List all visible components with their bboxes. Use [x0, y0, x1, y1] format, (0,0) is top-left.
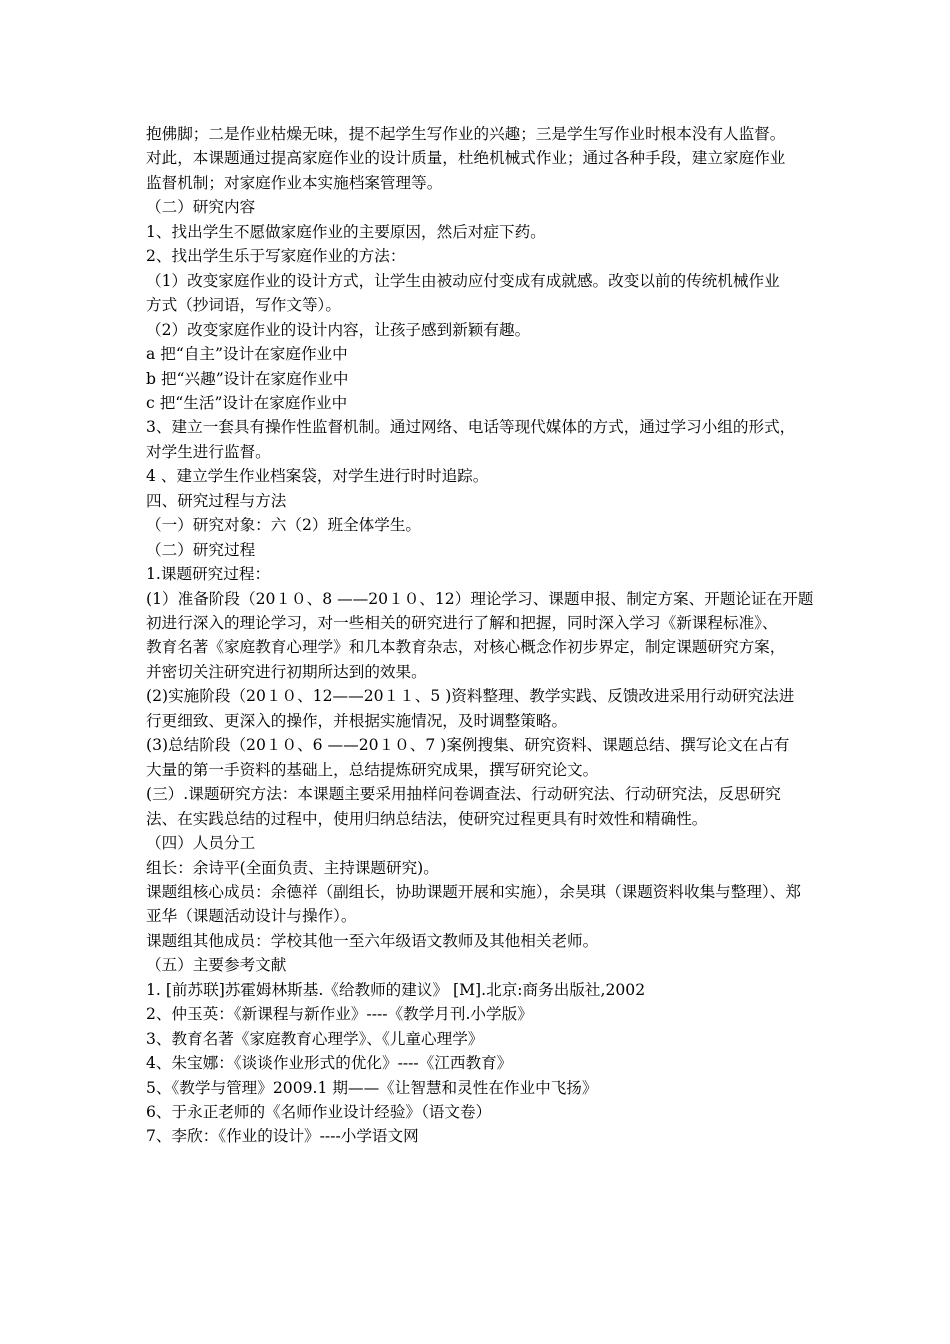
- text-line: （五）主要参考文献: [146, 956, 287, 975]
- text-line: 监督机制；对家庭作业本实施档案管理等。: [146, 173, 443, 192]
- text-line: 4 、建立学生作业档案袋，对学生进行时时追踪。: [146, 467, 489, 486]
- text-line: 课题组其他成员：学校其他一至六年级语文教师及其他相关老师。: [146, 931, 599, 950]
- text-line: 1. [前苏联]苏霍姆林斯基.《给教师的建议》 [M].北京:商务出版社,2002: [146, 980, 646, 999]
- text-line: 组长：余诗平(全面负责、主持课题研究)。: [146, 858, 439, 877]
- text-line: 大量的第一手资料的基础上，总结提炼研究成果，撰写研究论文。: [146, 760, 599, 779]
- text-line: 对此，本课题通过提高家庭作业的设计质量，杜绝机械式作业；通过各种手段，建立家庭作业: [146, 149, 786, 168]
- text-line: 方式（抄词语，写作文等）。: [146, 296, 341, 315]
- text-line: 并密切关注研究进行初期所达到的效果。: [146, 662, 427, 681]
- text-line: 3、建立一套具有操作性监督机制。通过网络、电话等现代媒体的方式，通过学习小组的形式，: [146, 418, 796, 437]
- text-line: （二）研究内容: [146, 198, 256, 217]
- text-line: (三）.课题研究方法：本课题主要采用抽样问卷调查法、行动研究法、行动研究法，反思研究: [146, 785, 781, 804]
- text-line: (2)实施阶段（20１０、12——20１１、5 )资料整理、教学实践、反馈改进采用行动研究法进: [146, 687, 795, 706]
- text-line: a 把“自主”设计在家庭作业中: [146, 345, 348, 363]
- text-line: 7、李欣：《作业的设计》----小学语文网: [146, 1127, 419, 1146]
- text-line: 课题组核心成员：余德祥（副组长，协助课题开展和实施），余昊琪（课题资料收集与整理）、郑: [146, 882, 801, 901]
- text-line: 法、在实践总结的过程中，使用归纳总结法，使研究过程更具有时效性和精确性。: [146, 809, 708, 828]
- text-line: 抱佛脚；二是作业枯燥无味，提不起学生写作业的兴趣；三是学生写作业时根本没有人监督。: [146, 125, 786, 143]
- text-line: 初进行深入的理论学习，对一些相关的研究进行了解和把握，同时深入学习《新课程标准》、: [146, 614, 778, 632]
- text-line: 5、《教学与管理》2009.1 期——《让智慧和灵性在作业中飞扬》: [146, 1078, 598, 1097]
- text-line: 教育名著《家庭教育心理学》和几本教育杂志，对核心概念作初步界定，制定课题研究方案，: [146, 638, 786, 657]
- text-line: （二）研究过程: [146, 540, 256, 559]
- text-line: c 把“生活”设计在家庭作业中: [146, 393, 348, 412]
- text-line: 对学生进行监督。: [146, 442, 271, 461]
- text-line: （一）研究对象：六（2）班全体学生。: [146, 516, 422, 535]
- text-line: 2、仲玉英：《新课程与新作业》----《教学月刊.小学版》: [146, 1005, 533, 1024]
- text-line: （2）改变家庭作业的设计内容，让孩子感到新颖有趣。: [146, 320, 531, 339]
- text-line: (1）准备阶段（20１０、8 ——20１０、12）理论学习、课题申报、制定方案、开题论证在开题: [146, 589, 814, 608]
- text-line: （1）改变家庭作业的设计方式，让学生由被动应付变成有成就感。改变以前的传统机械作业: [146, 271, 780, 290]
- text-line: （四）人员分工: [146, 834, 256, 852]
- text-line: 1、找出学生不愿做家庭作业的主要原因，然后对症下药。: [146, 222, 546, 241]
- text-line: 行更细致、更深入的操作，并根据实施情况，及时调整策略。: [146, 711, 568, 730]
- text-line: 1.课题研究过程：: [146, 565, 271, 584]
- text-line: 6、于永正老师的《名师作业设计经验》（语文卷）: [146, 1103, 492, 1121]
- text-line: 4、朱宝娜：《谈谈作业形式的优化》----《江西教育》: [146, 1054, 513, 1073]
- text-line: 2、找出学生乐于写家庭作业的方法：: [146, 247, 406, 266]
- text-line: (3)总结阶段（20１０、6 ——20１０、7 )案例搜集、研究资料、课题总结、撰写论文在占有: [146, 736, 790, 755]
- text-line: b 把“兴趣”设计在家庭作业中: [146, 369, 349, 388]
- text-line: 3、教育名著《家庭教育心理学》、《儿童心理学》: [146, 1029, 484, 1048]
- text-line: 亚华（课题活动设计与操作）。: [146, 907, 357, 926]
- text-line: 四、研究过程与方法: [146, 491, 287, 510]
